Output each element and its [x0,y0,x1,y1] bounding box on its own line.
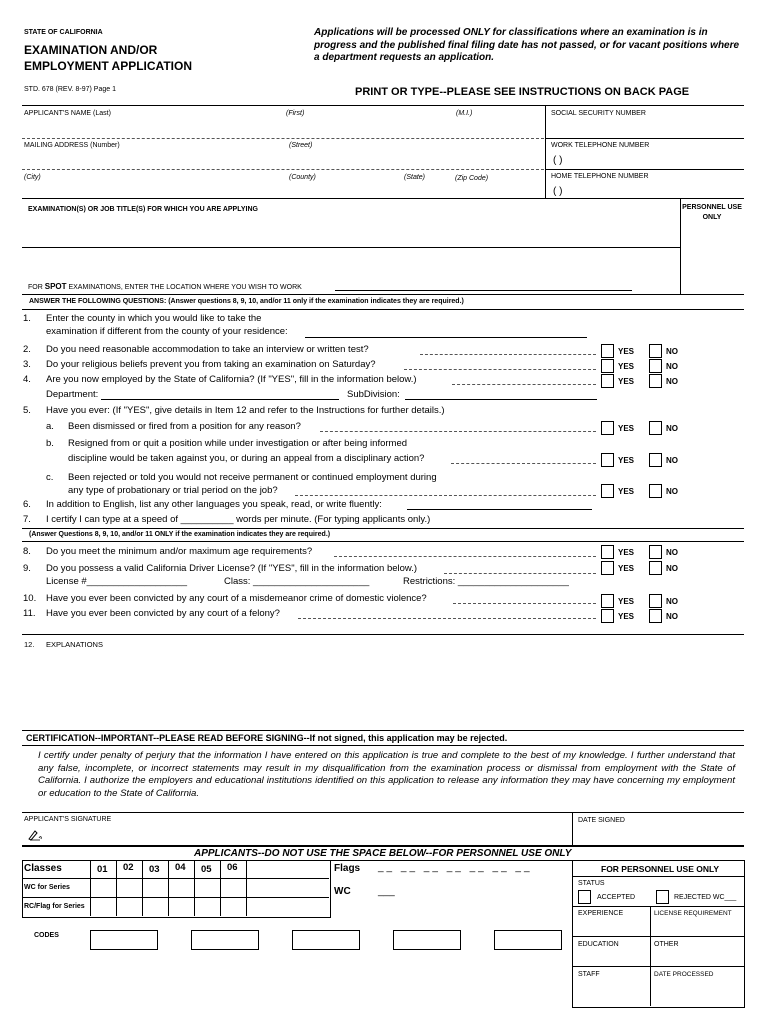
q5a-yes-checkbox[interactable] [601,421,614,435]
personnel-banner: APPLICANTS--DO NOT USE THE SPACE BELOW--FOR PERSONNEL USE ONLY [194,848,572,859]
wc-series-label: WC for Series [24,884,70,891]
codes-label: CODES [34,932,59,939]
code-box-1[interactable] [90,930,158,950]
class-col-3: 03 [149,864,160,875]
home-phone-label: HOME TELEPHONE NUMBER [551,173,649,180]
q2-text: Do you need reasonable accommodation to take an interview or written test? [46,344,369,355]
city-label: (City) [24,174,41,181]
q5b-yes-label: YES [618,456,635,465]
q4-department-input[interactable] [101,399,339,400]
q5c-yes-label: YES [618,487,635,496]
q2-number: 2. [23,344,31,355]
q1-text-b: examination if different from the county of your residence: [46,326,288,337]
q5-number: 5. [23,405,31,416]
q10-text: Have you ever been convicted by any court of a misdemeanor crime of domestic violence? [46,593,427,604]
rejected-label: REJECTED WC___ [674,894,737,901]
q9-no-label: NO [666,564,678,573]
q8-no-label: NO [666,548,678,557]
q11-number: 11. [23,608,36,619]
q9-class-field[interactable]: Class: ______________________ [224,576,370,587]
q5b-letter: b. [46,438,54,449]
q5b-text-2: discipline would be taken against you, or during an appeal from a disciplinary action? [68,453,425,464]
other-label: OTHER [654,941,679,948]
q10-number: 10. [23,593,37,604]
rejected-checkbox[interactable] [656,890,669,904]
mailing-street-label: (Street) [289,142,313,149]
q5c-text-1: Been rejected or told you would not receive permanent or continued employment during [68,472,437,483]
q1-county-input[interactable] [305,337,587,338]
questions-header: ANSWER THE FOLLOWING QUESTIONS: (Answer questions 8, 9, 10, and/or 11 only if the examination indicates they are required.) [29,298,464,305]
form-number: STD. 678 (REV. 8-97) Page 1 [24,86,116,93]
status-label: STATUS [578,880,605,887]
q4-no-label: NO [666,377,678,386]
explanations-input[interactable] [22,650,744,728]
flags-blanks[interactable]: __ __ __ __ __ __ __ [378,862,533,873]
q3-yes-label: YES [618,362,635,371]
code-box-4[interactable] [393,930,461,950]
classes-label: Classes [24,863,62,874]
q11-yes-label: YES [618,612,635,621]
q6-number: 6. [23,499,31,510]
q12-label: EXPLANATIONS [46,640,103,649]
q4-department-label: Department: [46,389,99,400]
date-signed-input[interactable] [576,826,742,842]
pen-icon [28,828,44,846]
certification-heading: CERTIFICATION--IMPORTANT--PLEASE READ BEFORE SIGNING--If not signed, this application may be rejected. [26,733,508,743]
q11-no-checkbox[interactable] [649,609,662,623]
q5-text: Have you ever: (If "YES", give details in Item 12 and refer to the Instructions for further details.) [46,405,445,416]
q4-text: Are you now employed by the State of California? (If "YES", fill in the information below.) [46,374,417,385]
work-phone-area[interactable]: ( ) [553,155,563,166]
form-title-line2: EMPLOYMENT APPLICATION [24,59,192,73]
education-label: EDUCATION [578,941,619,948]
q11-yes-checkbox[interactable] [601,609,614,623]
personnel-use-only-label: PERSONNEL USE ONLY [682,204,742,221]
ssn-label: SOCIAL SECURITY NUMBER [551,110,646,117]
ssn-input[interactable] [548,120,743,136]
q9-yes-label: YES [618,564,635,573]
q6-text: In addition to English, list any other languages you speak, read, or write fluently: [46,499,382,510]
q7-number: 7. [23,514,31,525]
q10-no-label: NO [666,597,678,606]
q5c-letter: c. [46,472,54,483]
q5b-yes-checkbox[interactable] [601,453,614,467]
code-box-2[interactable] [191,930,259,950]
q8-yes-checkbox[interactable] [601,545,614,559]
q1-text-a: Enter the county in which you would like to take the [46,313,262,324]
q4-subdivision-input[interactable] [405,399,597,400]
code-box-3[interactable] [292,930,360,950]
name-first-label: (First) [286,110,305,117]
q8-text: Do you meet the minimum and/or maximum age requirements? [46,546,313,557]
class-col-2: 02 [123,862,134,873]
license-req-label: LICENSE REQUIREMENT [654,910,732,917]
exam-titles-label: EXAMINATION(S) OR JOB TITLE(S) FOR WHICH YOU ARE APPLYING [28,206,258,213]
q2-yes-checkbox[interactable] [601,344,614,358]
accepted-checkbox[interactable] [578,890,591,904]
q10-yes-checkbox[interactable] [601,594,614,608]
q5c-no-checkbox[interactable] [649,484,662,498]
q4-subdivision-label: SubDivision: [347,389,400,400]
spot-exam-label: FOR SPOT EXAMINATIONS, ENTER THE LOCATION WHERE YOU WISH TO WORK [28,282,302,291]
q9-number: 9. [23,563,31,574]
q8-yes-label: YES [618,548,635,557]
q8-11-subheader: (Answer Questions 8, 9, 10, and/or 11 ONLY if the examination indicates they are required.) [29,531,331,538]
q5b-text-1: Resigned from or quit a position while under investigation or after being informed [68,438,408,449]
flags-label: Flags [334,863,361,874]
name-input[interactable] [22,120,542,136]
q3-text: Do your religious beliefs prevent you from taking an examination on Saturday? [46,359,376,370]
form-title-line1: EXAMINATION AND/OR [24,43,158,57]
q5c-text-2: any type of probationary or trial period on the job? [68,485,278,496]
experience-label: EXPERIENCE [578,910,624,917]
date-signed-label: DATE SIGNED [578,817,625,824]
name-mi-label: (M.I.) [456,110,473,117]
signature-input[interactable] [48,826,568,842]
q2-no-label: NO [666,347,678,356]
q9-restrictions-field[interactable]: Restrictions: _____________________ [403,576,569,587]
q9-text: Do you possess a valid California Driver License? (If "YES", fill in the information below.) [46,563,418,574]
q9-license-field[interactable]: License #___________________ [46,576,188,587]
code-box-5[interactable] [494,930,562,950]
staff-label: STAFF [578,971,600,978]
q8-no-checkbox[interactable] [649,545,662,559]
q6-languages-input[interactable] [407,509,592,510]
state-field-label: (State) [404,174,426,181]
home-phone-area[interactable]: ( ) [553,186,563,197]
class-col-6: 06 [227,862,238,873]
q4-number: 4. [23,374,31,385]
accepted-label: ACCEPTED [597,894,636,901]
q9-yes-checkbox[interactable] [601,561,614,575]
for-personnel-label: FOR PERSONNEL USE ONLY [601,864,720,874]
q5b-no-label: NO [666,456,678,465]
date-processed-label: DATE PROCESSED [654,971,714,978]
q5a-no-label: NO [666,424,678,433]
q11-no-label: NO [666,612,678,621]
q1-number: 1. [23,313,31,324]
rc-flag-label: RC/Flag for Series [24,903,85,910]
q9-no-checkbox[interactable] [649,561,662,575]
q5c-yes-checkbox[interactable] [601,484,614,498]
q5b-no-checkbox[interactable] [649,453,662,467]
processing-notice: Applications will be processed ONLY for classifications where an examination is in progress and the published final filing date has not passed, or for vacant positions where a department requests an application. [314,27,740,63]
q2-yes-label: YES [618,347,635,356]
q12-number: 12. [24,640,35,649]
class-col-5: 05 [201,864,212,875]
q4-yes-checkbox[interactable] [601,374,614,388]
signature-label: APPLICANT'S SIGNATURE [24,816,112,823]
q5a-no-checkbox[interactable] [649,421,662,435]
q3-no-label: NO [666,362,678,371]
certification-text: I certify under penalty of perjury that the information I have entered on this application is true and complete to the best of my knowledge. I further understand that any false, incomplete, or incorrect statements may result in my disqualification from the examination process or dismissal from employment with the State of California. I authorize the employers and educational institutions identified on this application to release any information they may have concerning my employment or education to the State of California. [38,750,735,799]
print-instructions: PRINT OR TYPE--PLEASE SEE INSTRUCTIONS ON BACK PAGE [355,86,690,98]
q2-no-checkbox[interactable] [649,344,662,358]
exam-titles-input[interactable] [22,216,678,291]
spot-location-line[interactable] [335,290,632,291]
q8-number: 8. [23,546,31,557]
class-col-4: 04 [175,862,186,873]
state-label: STATE OF CALIFORNIA [24,29,103,36]
q3-no-checkbox[interactable] [649,359,662,373]
mailing-number-label: MAILING ADDRESS (Number) [24,142,120,149]
q5a-yes-label: YES [618,424,635,433]
work-phone-label: WORK TELEPHONE NUMBER [551,142,650,149]
wc-blank[interactable]: ___ [378,886,395,897]
q5a-text: Been dismissed or fired from a position for any reason? [68,421,301,432]
q5a-letter: a. [46,421,54,432]
q4-yes-label: YES [618,377,635,386]
q4-no-checkbox[interactable] [649,374,662,388]
name-last-label: APPLICANT'S NAME (Last) [24,110,111,117]
q11-text: Have you ever been convicted by any court of a felony? [46,608,280,619]
q10-no-checkbox[interactable] [649,594,662,608]
zip-label: (Zip Code) [455,175,489,182]
q7-text: I certify I can type at a speed of __________ words per minute. (For typing applicants only.) [46,514,431,525]
wc-label: WC [334,886,351,897]
q5c-no-label: NO [666,487,678,496]
q3-number: 3. [23,359,31,370]
county-label: (County) [289,174,316,181]
class-col-1: 01 [97,864,108,875]
q3-yes-checkbox[interactable] [601,359,614,373]
q10-yes-label: YES [618,597,635,606]
